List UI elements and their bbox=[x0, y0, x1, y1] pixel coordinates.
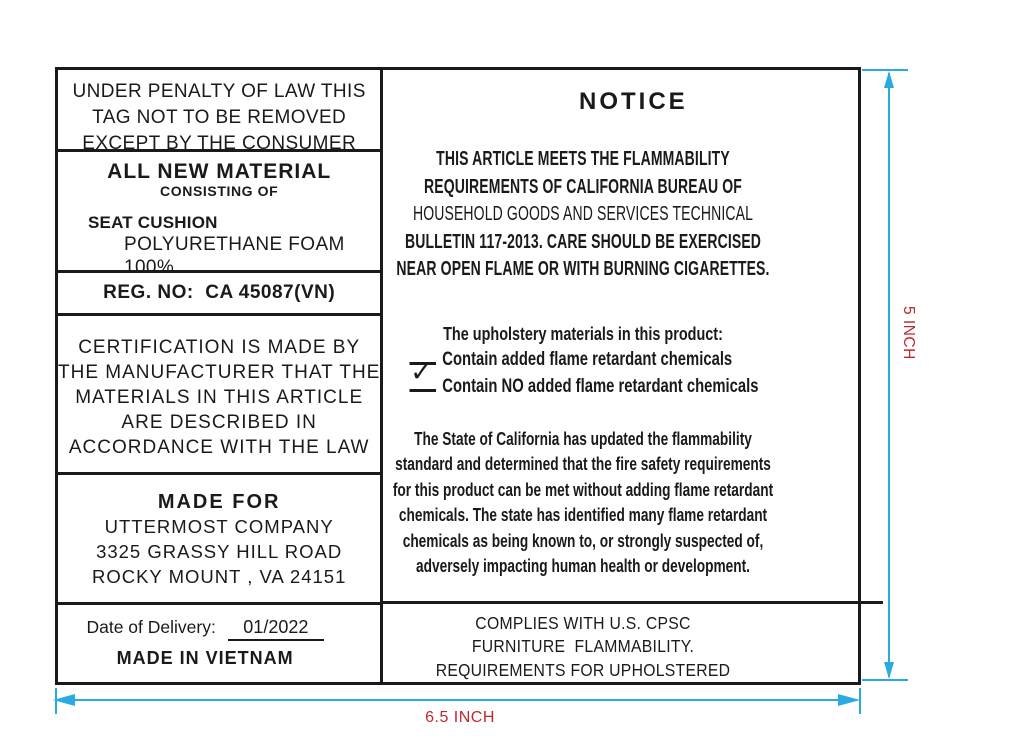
compliance-line: COMPLIES WITH U.S. CPSC bbox=[475, 612, 691, 633]
certification-line: ACCORDANCE WITH THE LAW bbox=[68, 437, 370, 458]
certification-line: MATERIALS IN THIS ARTICLE bbox=[75, 387, 364, 408]
certification-section bbox=[58, 316, 380, 475]
arrow-right-icon bbox=[838, 694, 860, 706]
state-line: for this product can be met without adding flame retardant bbox=[392, 478, 774, 500]
penalty-line: UNDER PENALTY OF LAW THIS bbox=[72, 81, 366, 102]
flame-retardant-options bbox=[383, 346, 773, 400]
state-line: chemicals. The state has identified many flame retardant bbox=[398, 504, 767, 525]
made-for-section bbox=[58, 475, 380, 605]
height-dimension-bottom-tick bbox=[862, 679, 908, 681]
certification-line: ARE DESCRIBED IN bbox=[121, 412, 317, 433]
made-for-company: UTTERMOST COMPANY bbox=[104, 516, 334, 537]
made-for-title: MADE FOR bbox=[157, 491, 281, 513]
compliance-line: FURNITURE FLAMMABILITY. bbox=[471, 636, 695, 656]
law-label bbox=[55, 67, 861, 685]
made-for-street: 3325 GRASSY HILL ROAD bbox=[96, 541, 343, 562]
notice-line: BULLETIN 117-2013. CARE SHOULD BE EXERCISED bbox=[404, 230, 761, 253]
compliance-paragraph bbox=[313, 612, 853, 683]
notice-line: REQUIREMENTS OF CALIFORNIA BUREAU OF bbox=[423, 175, 742, 198]
notice-paragraph bbox=[373, 146, 793, 284]
height-dimension-line bbox=[888, 73, 890, 677]
state-line: chemicals as being known to, or strongly suspected of, bbox=[402, 529, 764, 551]
delivery-date-value: 01/2022 bbox=[228, 615, 324, 641]
option-text: Contain NO added flame retardant chemicals bbox=[442, 375, 759, 397]
material-title: ALL NEW MATERIAL bbox=[107, 160, 332, 183]
notice-line: HOUSEHOLD GOODS AND SERVICES TECHNICAL bbox=[412, 203, 753, 225]
label-right-column bbox=[383, 70, 883, 682]
state-paragraph bbox=[361, 426, 805, 579]
notice-line: THIS ARTICLE MEETS THE FLAMMABILITY bbox=[435, 148, 730, 170]
width-dimension-label: 6.5 INCH bbox=[425, 709, 495, 726]
penalty-line: EXCEPT BY THE CONSUMER bbox=[82, 133, 357, 154]
compliance-section bbox=[383, 604, 883, 683]
delivery-date-label: Date of Delivery: bbox=[86, 617, 216, 637]
label-left-column bbox=[58, 70, 383, 682]
notice-section bbox=[383, 70, 883, 604]
penalty-section bbox=[58, 70, 380, 152]
flame-retardant-option-unchecked bbox=[410, 346, 773, 373]
upholstery-heading: The upholstery materials in this product: bbox=[442, 322, 723, 344]
option-text: Contain added flame retardant chemicals bbox=[442, 348, 733, 370]
material-item: SEAT CUSHION bbox=[88, 213, 218, 232]
state-line: standard and determined that the fire safety requirements bbox=[394, 453, 771, 474]
arrow-up-icon bbox=[884, 71, 894, 88]
certification-line: CERTIFICATION IS MADE BY bbox=[78, 337, 361, 358]
country-of-origin: MADE IN VIETNAM bbox=[116, 648, 294, 668]
notice-title: NOTICE bbox=[579, 88, 688, 115]
width-dimension-line bbox=[57, 699, 857, 701]
material-section bbox=[58, 152, 380, 278]
height-dimension-label: 5 INCH bbox=[900, 306, 917, 360]
checkmark-icon: ✓ bbox=[410, 356, 433, 387]
checked-underline bbox=[410, 356, 437, 392]
certification-line: THE MANUFACTURER THAT THE bbox=[58, 362, 381, 383]
delivery-date-row bbox=[58, 615, 352, 641]
notice-line: NEAR OPEN FLAME OR WITH BURNING CIGARETTES. bbox=[396, 258, 770, 280]
material-subtitle: CONSISTING OF bbox=[160, 183, 279, 199]
arrow-left-icon bbox=[53, 694, 75, 706]
compliance-line: REQUIREMENTS FOR UPHOLSTERED bbox=[435, 659, 731, 680]
state-line: adversely impacting human health or development. bbox=[415, 555, 750, 576]
made-for-city: ROCKY MOUNT , VA 24151 bbox=[91, 566, 347, 587]
state-line: The State of California has updated the flammability bbox=[413, 427, 752, 449]
arrow-down-icon bbox=[884, 662, 894, 679]
material-composition: POLYURETHANE FOAM 100% bbox=[124, 234, 345, 278]
penalty-line: TAG NOT TO BE REMOVED bbox=[92, 107, 347, 128]
registration-number: REG. NO: CA 45087(VN) bbox=[58, 273, 380, 316]
